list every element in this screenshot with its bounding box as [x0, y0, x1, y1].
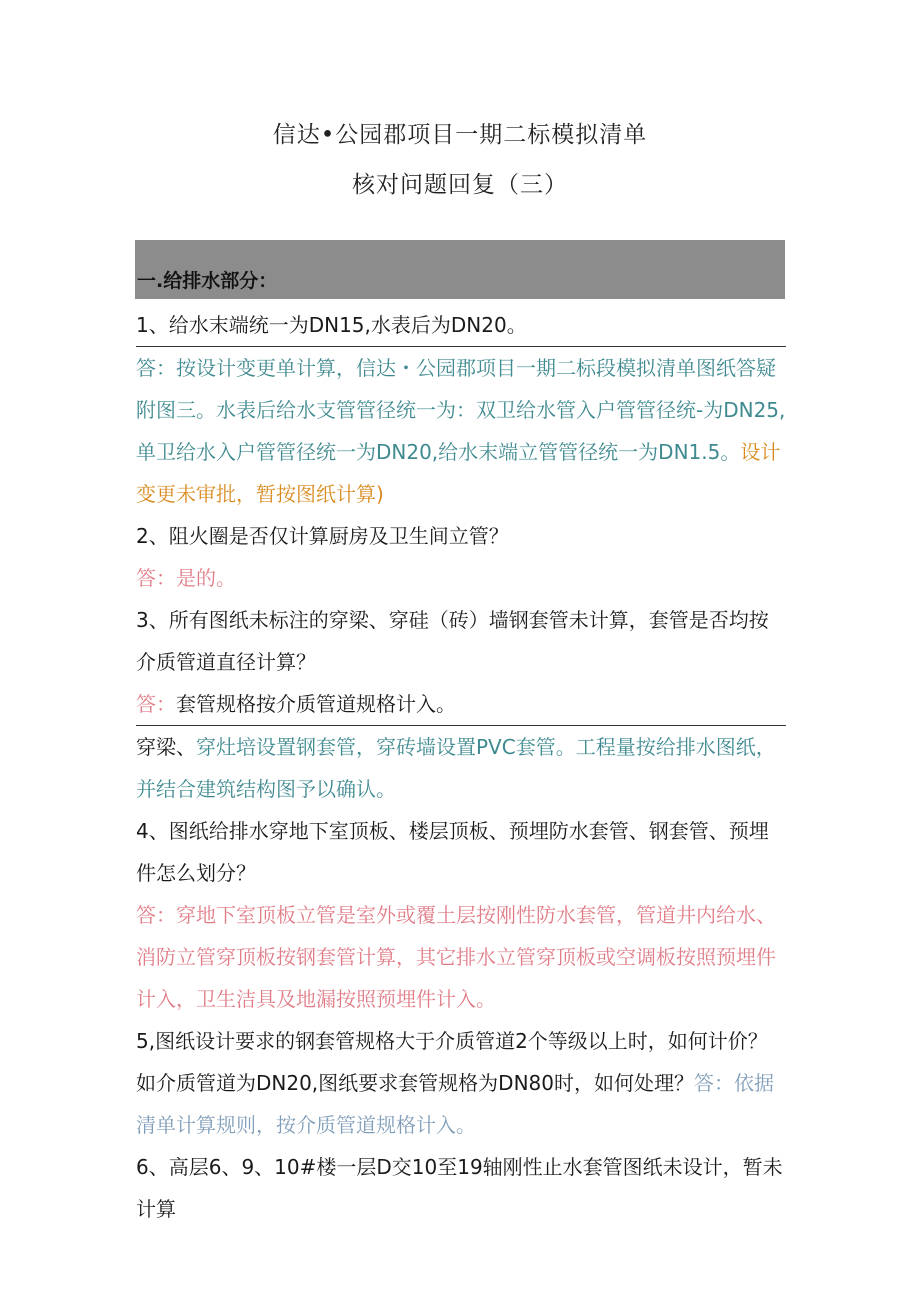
answer-3-label: 答： [136, 692, 176, 716]
answer-3 [136, 683, 786, 726]
document-title: 信达•公园郡项目一期二标模拟清单 [272, 122, 648, 148]
answer-3-extra-lead: 穿梁、 [136, 735, 196, 759]
section-heading: 一.给排水部分： [137, 270, 278, 292]
answer-5: 答：依据清单计算规则，按介质管道规格计入。 [136, 1071, 774, 1137]
question-6: 6、高层6、9、10#楼一层D交10至19轴刚性止水套管图纸未设计，暂未计算 [136, 1155, 783, 1221]
qa-content [136, 304, 786, 1230]
question-5 [136, 1020, 786, 1146]
document-subtitle: 核对问题回复（三） [352, 172, 568, 198]
answer-2: 答：是的。 [136, 566, 236, 590]
answer-4: 答：穿地下室顶板立管是室外或覆土层按刚性防水套管，管道井内给水、消防立管穿顶板按钢套管计算，其它排水立管穿顶板或空调板按照预埋件计入，卫生洁具及地漏按照预埋件计入。 [136, 903, 776, 1011]
question-3: 3、所有图纸未标注的穿梁、穿硅（砖）墙钢套管未计算，套管是否均按介质管道直径计算？ [136, 608, 769, 674]
question-2: 2、阻火圈是否仅计算厨房及卫生间立管？ [136, 524, 509, 548]
answer-3-extra-body: 穿灶培设置钢套管，穿砖墙设置PVC套管。工程量按给排水图纸，并结合建筑结构图予以确认。 [136, 735, 776, 801]
section-header-bar [135, 240, 785, 299]
answer-1-note: 设计变更未审批，暂按图纸计算) [136, 440, 781, 506]
question-5-text: 5,图纸设计要求的钢套管规格大于介质管道2个等级以上时，如何计价？如介质管道为DN20,图纸要求套管规格为DN80时，如何处理？ [136, 1029, 768, 1095]
answer-3-text: 套管规格按介质管道规格计入。 [176, 692, 456, 716]
question-4: 4、图纸给排水穿地下室顶板、楼层顶板、预埋防水套管、钢套管、预埋件怎么划分？ [136, 819, 769, 885]
answer-1 [136, 347, 786, 515]
answer-1-text: 答：按设计变更单计算，信达・公园郡项目一期二标段模拟清单图纸答疑附图三。水表后给水支管管径统一为：双卫给水管入户管管径统-为DN25,单卫给水入户管管径统一为DN20,给水末端立管管径统一为DN1.5。 [136, 356, 786, 464]
question-1: 1、给水末端统一为DN15,水表后为DN20。 [136, 304, 786, 347]
answer-3-extra [136, 726, 786, 810]
